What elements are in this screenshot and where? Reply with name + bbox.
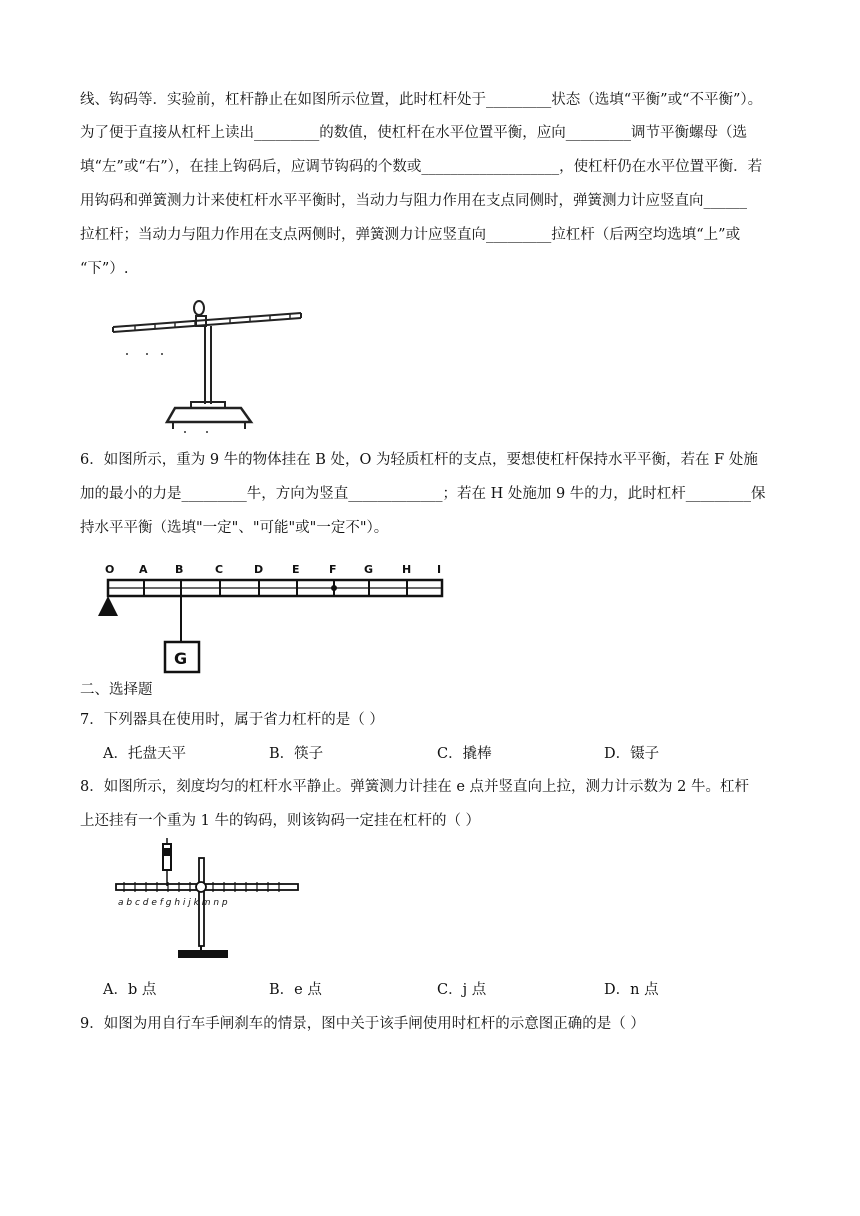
q8-option-c[interactable]: C．j 点: [437, 982, 487, 998]
lever-label-g: G: [364, 563, 374, 576]
q8-option-b[interactable]: B．e 点: [269, 982, 322, 998]
q7-option-d[interactable]: D．镊子: [604, 746, 660, 762]
q8-lever-figure: [108, 838, 308, 968]
q5-line-2: 为了便于直接从杠杆上读出_________的数值，使杠杆在水平位置平衡，应向_________调节平衡螺母（选: [80, 125, 747, 141]
lever-label-o: O: [105, 563, 115, 576]
q9-stem: 9．如图为用自行车手闸刹车的情景，图中关于该手闸使用时杠杆的示意图正确的是（ ）: [80, 1016, 645, 1032]
q5-line-4: 用钩码和弹簧测力计来使杠杆水平平衡时，当动力与阻力作用在支点同侧时，弹簧测力计应竖直向______: [80, 193, 747, 209]
q8-option-d[interactable]: D．n 点: [604, 982, 659, 998]
q8-option-a[interactable]: A．b 点: [103, 982, 157, 998]
q5-line-1: 线、钩码等．实验前，杠杆静止在如图所示位置，此时杠杆处于_________状态（选填“平衡”或“不平衡”）。: [80, 92, 763, 108]
q8-line-1: 8．如图所示，刻度均匀的杠杆水平静止。弹簧测力计挂在 e 点并竖直向上拉，测力计示数为 2 牛。杠杆: [80, 779, 749, 795]
q6-line-3: 持水平平衡（选填"一定"、"可能"或"一定不"）。: [80, 520, 389, 536]
lever-label-i: I: [437, 563, 442, 576]
q7-option-a[interactable]: A．托盘天平: [103, 746, 186, 762]
q5-line-3: 填“左”或“右”），在挂上钩码后，应调节钩码的个数或___________________，使杠杆仍在水平位置平衡．若: [80, 159, 763, 175]
q7-stem: 7．下列器具在使用时，属于省力杠杆的是（ ）: [80, 712, 384, 728]
lever-label-c: C: [215, 563, 224, 576]
q6-lever-figure: [92, 558, 452, 678]
section-heading: 二、选择题: [80, 682, 153, 698]
q7-option-b[interactable]: B．筷子: [269, 746, 324, 762]
q5-line-6: “下”）.: [80, 261, 129, 277]
lever-label-f: F: [329, 563, 337, 576]
q8-line-2: 上还挂有一个重为 1 牛的钩码，则该钩码一定挂在杠杆的（ ）: [80, 813, 481, 829]
lever-label-b: B: [175, 563, 184, 576]
q5-lever-stand-figure: [105, 296, 315, 438]
lever-label-h: H: [402, 563, 412, 576]
lever-label-d: D: [254, 563, 264, 576]
q6-line-1: 6．如图所示，重为 9 牛的物体挂在 B 处，O 为轻质杠杆的支点，要想使杠杆保持水平平衡，若在 F 处施: [80, 452, 758, 468]
lever-label-a: A: [139, 563, 148, 576]
lever-label-e: E: [292, 563, 300, 576]
q8-scale-letters: a b c d e f g h i j k m n p: [118, 898, 228, 908]
q6-line-2: 加的最小的力是_________牛，方向为竖直_____________；若在 H 处施加 9 牛的力，此时杠杆_________保: [80, 486, 766, 502]
q7-option-c[interactable]: C．撬棒: [437, 746, 492, 762]
weight-label: G: [174, 649, 188, 668]
q5-line-5: 拉杠杆；当动力与阻力作用在支点两侧时，弹簧测力计应竖直向_________拉杠杆（后两空均选填“上”或: [80, 227, 741, 243]
